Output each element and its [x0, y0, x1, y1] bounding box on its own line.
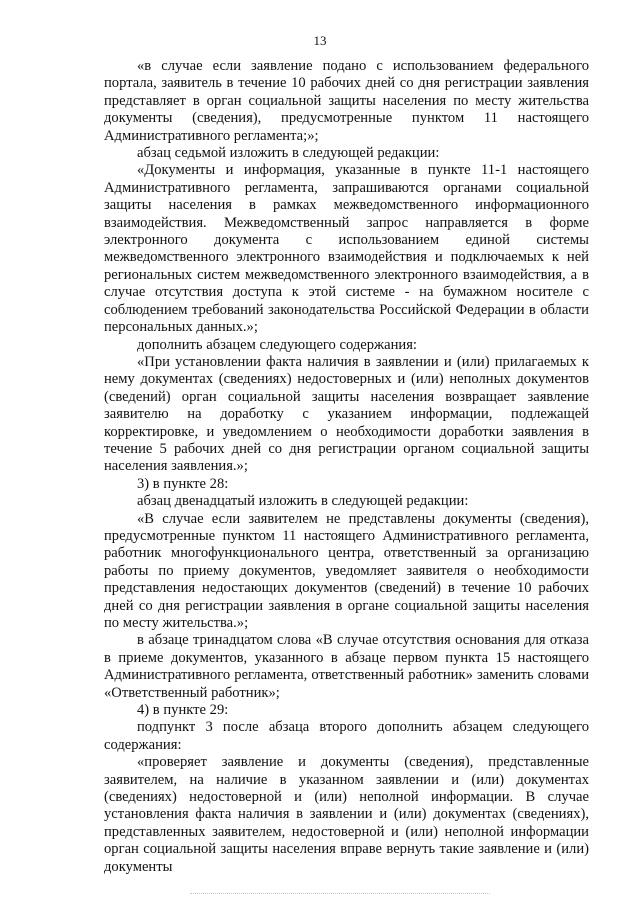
paragraph: дополнить абзацем следующего содержания: — [137, 336, 417, 353]
paragraph: в абзаце тринадцатом слова «В случае отсутствия основания для отказа в приеме документов, указанного в абзаце первом пункта 15 настоящего Административного регламента, ответственный работник» заменить словами «Ответственный работник»; — [104, 632, 589, 701]
scan-artifact-line — [190, 893, 490, 896]
paragraph: 4) в пункте 29: — [137, 702, 229, 719]
paragraph: «В случае если заявителем не представлены документы (сведения), предусмотренные пунктом 11 настоящего Административного регламента, работник многофункционального центра, ответственный за организацию работы по приему документов, уведомляет заявителя о необходимости представления недостающих документов (сведений) в течение 10 рабочих дней со дня регистрации заявления в органе социальной защиты населения по месту жительства.»; — [104, 510, 589, 631]
paragraph: «в случае если заявление подано с использованием федерального портала, заявитель в течение 10 рабочих дней со дня регистрации заявления представляет в орган социальной защиты населения по месту жительства документы (сведения), предусмотренные пунктом 11 настоящего Административного регламента;»; — [104, 58, 589, 144]
paragraph: 3) в пункте 28: — [137, 475, 229, 492]
paragraph: абзац седьмой изложить в следующей редакции: — [137, 145, 440, 162]
document-body — [104, 58, 589, 876]
paragraph: подпункт 3 после абзаца второго дополнить абзацем следующего содержания: — [104, 719, 589, 753]
page-number: 13 — [313, 33, 327, 48]
paragraph: «Документы и информация, указанные в пункте 11-1 настоящего Административного регламента, запрашиваются органами социальной защиты населения в рамках межведомственного информационного взаимодействия. Межведомственный запрос направляется в форме электронного документа с использованием единой системы межведомственного электронного взаимодействия и подключаемых к ней региональных систем межведомственного электронного взаимодействия, а в случае отсутствия доступа к этой системе - на бумажном носителе с соблюдением требований законодательства Российской Федерации в области персональных данных.»; — [104, 162, 589, 336]
paragraph: абзац двенадцатый изложить в следующей редакции: — [137, 493, 469, 510]
paragraph: «проверяет заявление и документы (сведения), представленные заявителем, на наличие в указанном заявлении и (или) документах (сведениях) недостоверной и (или) неполной информации. В случае установления факта наличия в заявлении и (или) документах (сведениях), представленных заявителем, недостоверной и (или) неполной информации орган социальной защиты населения вправе вернуть такие заявление и (или) документы — [104, 754, 589, 875]
paragraph: «При установлении факта наличия в заявлении и (или) прилагаемых к нему документах (сведениях) недостоверных и (или) неполных документов (сведений) орган социальной защиты населения возвращает заявление заявителю на доработку с указанием информации, подлежащей корректировке, и уведомлением о необходимости доработки заявления в течение 5 рабочих дней со дня регистрации органом социальной защиты населения заявления.»; — [104, 353, 589, 475]
